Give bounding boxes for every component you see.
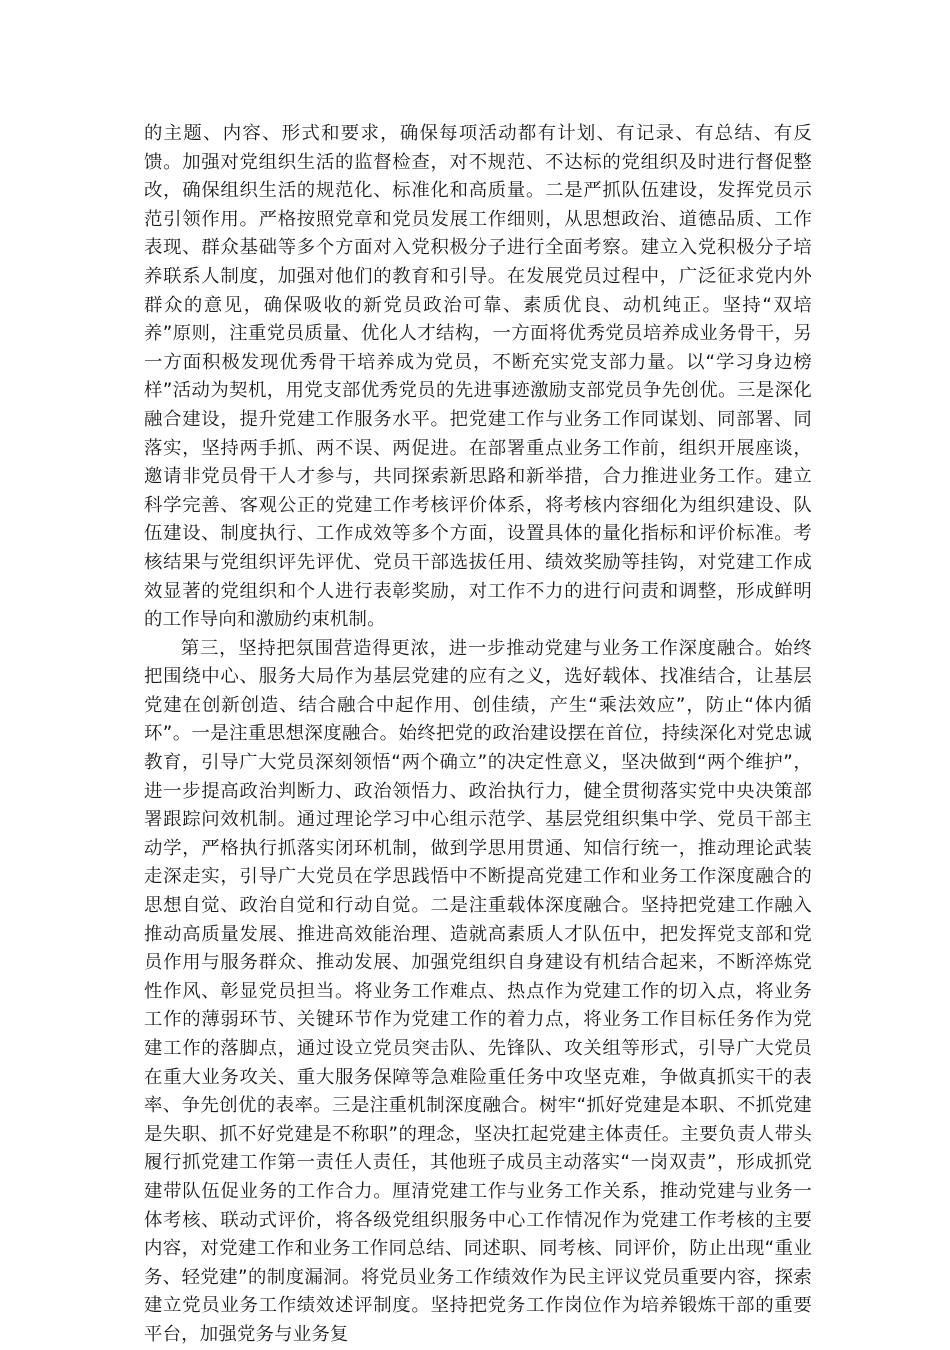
paragraph-1: 的主题、内容、形式和要求，确保每项活动都有计划、有记录、有总结、有反馈。加强对党组织生活的监督检查，对不规范、不达标的党组织及时进行督促整改，确保组织生活的规范化、标准化和高质量。二是严抓队伍建设，发挥党员示范引领作用。严格按照党章和党员发展工作细则，从思想政治、道德品质、工作表现、群众基础等多个方面对入党积极分子进行全面考察。建立入党积极分子培养联系人制度，加强对他们的教育和引导。在发展党员过程中，广泛征求党内外群众的意见，确保吸收的新党员政治可靠、素质优良、动机纯正。坚持“双培养”原则，注重党员质量、优化人才结构，一方面将优秀党员培养成业务骨干，另一方面积极发现优秀骨干培养成为党员，不断充实党支部力量。以“学习身边榜样”活动为契机，用党支部优秀党员的先进事迹激励支部党员争先创优。三是深化融合建设，提升党建工作服务水平。把党建工作与业务工作同谋划、同部署、同落实，坚持两手抓、两不误、两促进。在部署重点业务工作前，组织开展座谈，邀请非党员骨干人才参与，共同探索新思路和新举措，合力推进业务工作。建立科学完善、客观公正的党建工作考核评价体系，将考核内容细化为组织建设、队伍建设、制度执行、工作成效等多个方面，设置具体的量化指标和评价标准。考核结果与党组织评先评优、党员干部选拔任用、绩效奖励等挂钩，对党建工作成效显著的党组织和个人进行表彰奖励，对工作不力的进行问责和调整，形成鲜明的工作导向和激励约束机制。 (144, 123, 812, 631)
document-body (144, 120, 812, 1350)
paragraph-2: 第三，坚持把氛围营造得更浓，进一步推动党建与业务工作深度融合。始终把围绕中心、服务大局作为基层党建的应有之义，选好载体、找准结合，让基层党建在创新创造、结合融合中起作用、创佳绩，产生“乘法效应”，防止“体内循环”。一是注重思想深度融合。始终把党的政治建设摆在首位，持续深化对党忠诚教育，引导广大党员深刻领悟“两个确立”的决定性意义，坚决做到“两个维护”，进一步提高政治判断力、政治领悟力、政治执行力，健全贯彻落实党中央决策部署跟踪问效机制。通过理论学习中心组示范学、基层党组织集中学、党员干部主动学，严格执行抓落实闭环机制，做到学思用贯通、知信行统一，推动理论武装走深走实，引导广大党员在学思践悟中不断提高党建工作和业务工作深度融合的思想自觉、政治自觉和行动自觉。二是注重载体深度融合。坚持把党建工作融入推动高质量发展、推进高效能治理、造就高素质人才队伍中，把发挥党支部和党员作用与服务群众、推动发展、加强党组织自身建设有机结合起来，不断淬炼党性作风、彰显党员担当。将业务工作难点、热点作为党建工作的切入点，将业务工作的薄弱环节、关键环节作为党建工作的着力点，将业务工作目标任务作为党建工作的落脚点，通过设立党员突击队、先锋队、攻关组等形式，引导广大党员在重大业务攻关、重大服务保障等急难险重任务中攻坚克难，争做真抓实干的表率、争先创优的表率。三是注重机制深度融合。树牢“抓好党建是本职、不抓党建是失职、抓不好党建是不称职”的理念，坚决扛起党建主体责任。主要负责人带头履行抓党建工作第一责任人责任，其他班子成员主动落实“一岗双责”，形成抓党建带队伍促业务的工作合力。厘清党建工作与业务工作关系，推动党建与业务一体考核、联动式评价，将各级党组织服务中心工作情况作为党建工作考核的主要内容，对党建工作和业务工作同总结、同述职、同考核、同评价，防止出现“重业务、轻党建”的制度漏洞。将党员业务工作绩效作为民主评议党员重要内容，探索建立党员业务工作绩效述评制度。坚持把党务工作岗位作为培养锻炼干部的重要平台，加强党务与业务复 (144, 637, 812, 1345)
